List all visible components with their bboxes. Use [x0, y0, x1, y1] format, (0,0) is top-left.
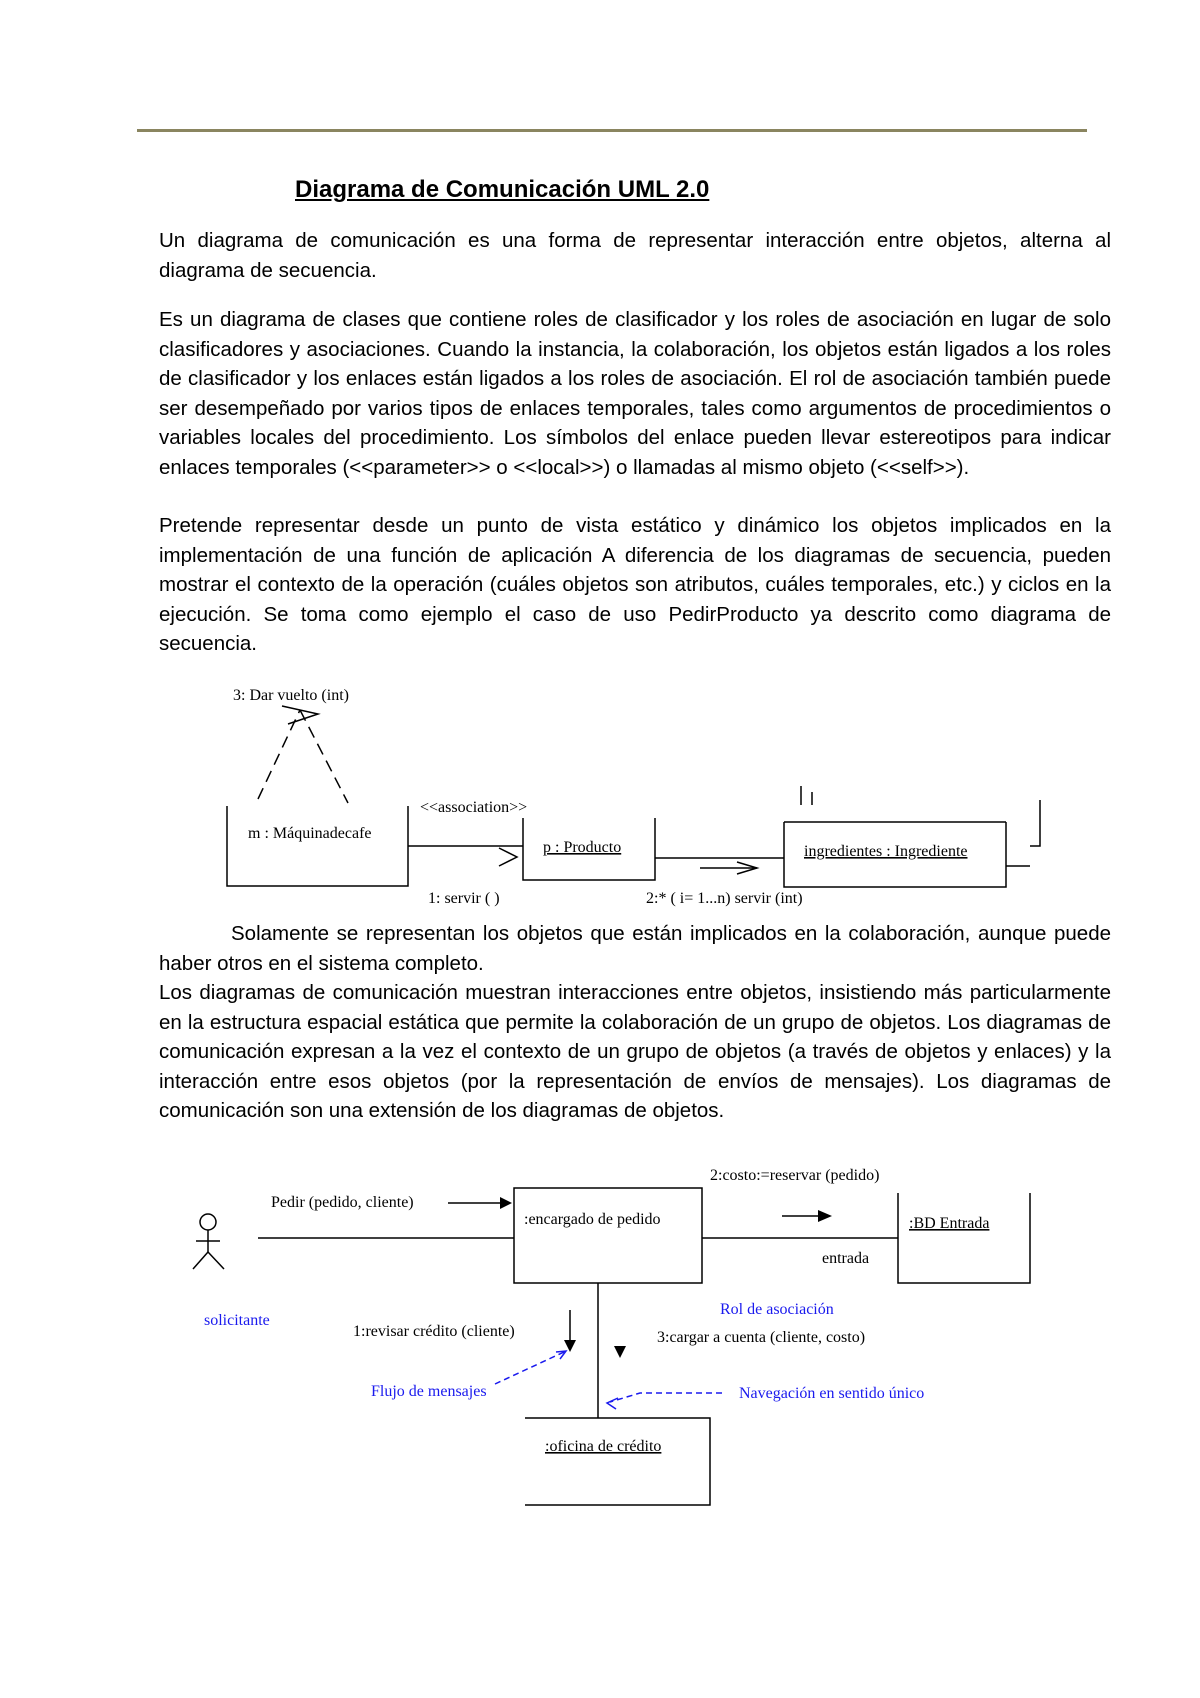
multi-object-mark-3	[1030, 800, 1040, 846]
self-message-label: 3: Dar vuelto (int)	[233, 687, 349, 704]
ingredients-label: ingredientes : Ingrediente	[804, 843, 968, 860]
message2-label: 2:* ( i= 1...n) servir (int)	[646, 890, 803, 907]
self-message-arrowhead	[282, 706, 318, 724]
machine-label: m : Máquinadecafe	[248, 825, 372, 842]
reservar-arrowhead	[818, 1210, 832, 1222]
servir-arrowhead	[499, 848, 517, 866]
header-rule	[137, 129, 1087, 132]
flujo-mensajes-note: Flujo de mensajes	[371, 1383, 487, 1400]
page-title: Diagrama de Comunicación UML 2.0	[295, 176, 710, 203]
rol-asociacion-note: Rol de asociación	[720, 1301, 834, 1318]
self-loop-right	[300, 710, 348, 803]
paragraph-intro: Un diagrama de comunicación es una forma de representar interacción entre objetos, alterna al diagrama de secuencia.	[159, 229, 1111, 282]
oficina-label: :oficina de crédito	[545, 1438, 662, 1455]
message1-label: 1: servir ( )	[428, 890, 500, 907]
cargar-arrowhead	[614, 1346, 626, 1358]
actor-leg-right	[208, 1252, 224, 1269]
revisar-arrowhead	[564, 1340, 576, 1352]
bd-box	[898, 1193, 1030, 1283]
pedir-arrowhead	[500, 1197, 512, 1209]
navegacion-pointer-head	[607, 1398, 618, 1409]
pedir-label: Pedir (pedido, cliente)	[271, 1194, 414, 1211]
navegacion-note: Navegación en sentido único	[739, 1385, 925, 1402]
flujo-pointer	[495, 1352, 564, 1384]
revisar-label: 1:revisar crédito (cliente)	[353, 1323, 515, 1340]
cargar-label: 3:cargar a cuenta (cliente, costo)	[657, 1329, 866, 1346]
navegacion-pointer	[610, 1393, 722, 1402]
encargado-label: :encargado de pedido	[524, 1211, 661, 1228]
reservar-label: 2:costo:=reservar (pedido)	[710, 1167, 880, 1184]
product-label: p : Producto	[543, 839, 622, 856]
oficina-box	[525, 1418, 710, 1505]
bd-label: :BD Entrada	[909, 1215, 990, 1232]
actor-leg-left	[193, 1252, 208, 1269]
entrada-label: entrada	[822, 1250, 870, 1267]
encargado-box	[514, 1188, 702, 1283]
paragraph-interactions: Los diagramas de comunicación muestran interacciones entre objetos, insistiendo más particularmente en la estructura espacial estática que permite la colaboración de un grupo de objetos. Los diagramas de comunicación expresan a la vez el contexto de un grupo de objetos (a través de objetos y enlaces) y la interacción entre esos objetos (por la representación de envíos de mensajes). Los diagramas de comunicación son una extensión de los diagramas de objetos.	[159, 981, 1111, 1122]
association-label: <<association>>	[420, 799, 528, 816]
actor-label: solicitante	[204, 1312, 270, 1329]
message2-arrowhead	[737, 862, 757, 874]
actor-head	[200, 1214, 216, 1230]
paragraph-purpose: Pretende representar desde un punto de vista estático y dinámico los objetos implicados en la implementación de una función de aplicación A diferencia de los diagramas de secuencia, pueden mostrar el contexto de la operación (cuáles objetos son atributos, cuáles temporales, etc.) y ciclos en la ejecución. Se toma como ejemplo el caso de uso PedirProducto ya descrito como diagrama de secuencia.	[159, 514, 1111, 655]
flujo-pointer-head	[556, 1351, 566, 1359]
paragraph-objects: Solamente se representan los objetos que están implicados en la colaboración, aunque puede haber otros en el sistema completo.	[159, 922, 1111, 975]
machine-box	[227, 806, 408, 886]
self-loop-left	[258, 710, 300, 799]
ingredients-box	[784, 822, 1006, 887]
product-box	[523, 818, 655, 880]
paragraph-definition: Es un diagrama de clases que contiene roles de clasificador y los roles de asociación en lugar de solo clasificadores y asociaciones. Cuando la instancia, la colaboración, los objetos están ligados a los roles de clasificador y los enlaces están ligados a los roles de asociación. El rol de asociación también puede ser desempeñado por varios tipos de enlaces temporales, tales como argumentos de procedimientos o variables locales del procedimiento. Los símbolos del enlace pueden llevar estereotipos para indicar enlaces temporales (<<parameter>> o <<local>>) o llamadas al mismo objeto (<<self>>).	[159, 308, 1111, 479]
